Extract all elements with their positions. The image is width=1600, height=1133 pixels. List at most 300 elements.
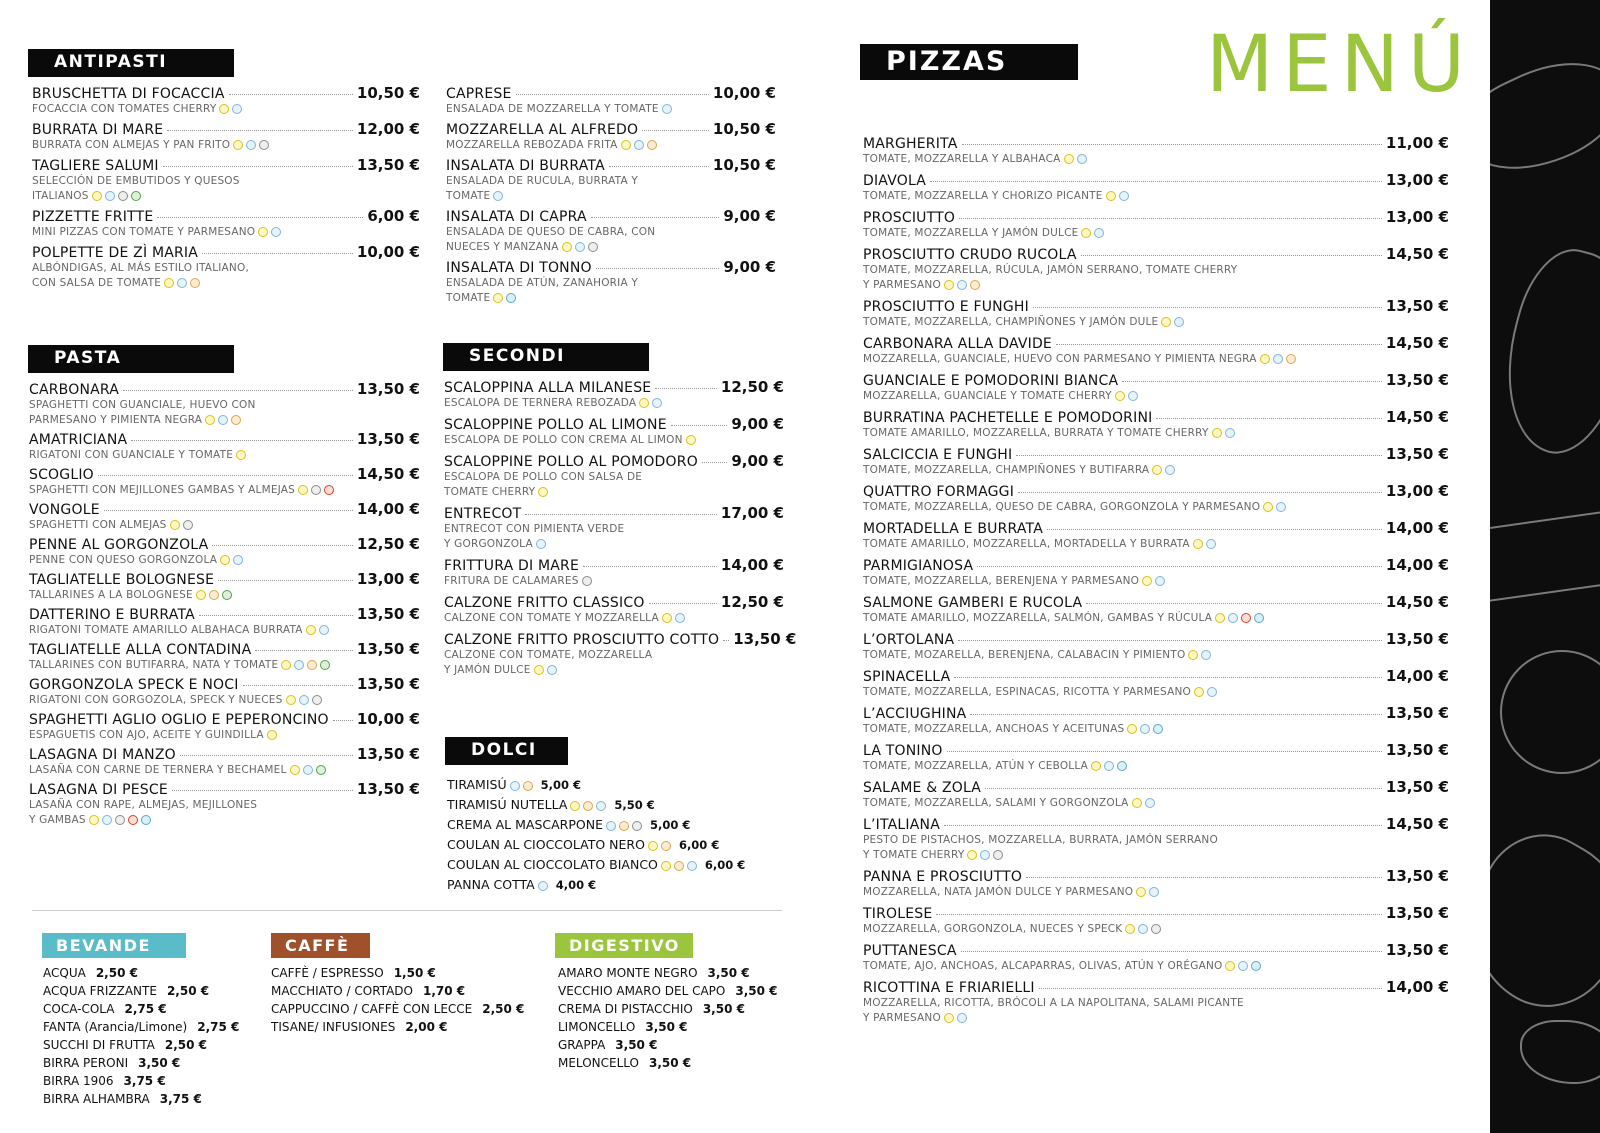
item-description	[863, 885, 1449, 900]
item-price: 13,50 €	[1385, 941, 1449, 959]
item-price: 6,00 €	[678, 838, 720, 852]
menu-item	[32, 156, 420, 204]
item-description	[863, 759, 1449, 774]
allergen-icon	[1215, 613, 1225, 623]
item-description-text: ESCALOPA DE POLLO CON CREMA AL LIMON	[444, 434, 683, 446]
item-description-text: MOZZARELLA, GUANCIALE, HUEVO CON PARMESANO Y PIMIENTA NEGRA	[863, 353, 1257, 365]
item-description-text: TALLARINES CON BUTIFARRA, NATA Y TOMATE	[29, 659, 279, 671]
menu-item	[863, 815, 1449, 863]
item-description	[29, 448, 420, 463]
leader-dots	[1018, 492, 1382, 493]
allergen-icon	[205, 415, 215, 425]
item-description-text: PENNE CON QUESO GORGONZOLA	[29, 554, 218, 566]
item-description-text: ENSALADA DE ATÚN, ZANAHORIA Y	[446, 277, 638, 289]
item-description	[29, 798, 420, 828]
item-name: AMATRICIANA	[29, 432, 128, 448]
item-description	[444, 470, 784, 500]
item-price: 3,50 €	[735, 984, 778, 998]
item-price: 14,50 €	[356, 465, 420, 483]
allergen-icon	[1152, 465, 1162, 475]
allergen-icon	[1251, 961, 1261, 971]
item-description	[863, 152, 1449, 167]
allergen-icon	[538, 487, 548, 497]
menu-item	[32, 120, 420, 153]
item-description-text: TOMATE, MOZZARELLA, QUESO DE CABRA, GORGONZOLA Y PARMESANO	[863, 501, 1261, 513]
item-description	[863, 463, 1449, 478]
item-price: 13,50 €	[356, 780, 420, 798]
item-name: QUATTRO FORMAGGI	[863, 484, 1015, 500]
item-description-text: TOMATE, MOZZARELLA, SALAMI Y GORGONZOLA	[863, 797, 1129, 809]
item-name: BIRRA PERONI	[43, 1056, 129, 1070]
allergen-icon	[1161, 317, 1171, 327]
allergen-icon	[1115, 391, 1125, 401]
bevande-list	[43, 964, 263, 1108]
allergen-icon	[128, 815, 138, 825]
item-description	[29, 728, 420, 743]
item-name: CAPRESE	[446, 86, 512, 102]
allergen-icon	[131, 191, 141, 201]
item-description-text: Y PARMESANO	[863, 279, 941, 291]
allergen-icon	[967, 850, 977, 860]
menu-item	[43, 1000, 263, 1018]
item-description-text: TOMATE, MOZZARELLA Y JAMÓN DULCE	[863, 227, 1079, 239]
item-price: 3,50 €	[702, 1002, 745, 1016]
caffe-heading: CAFFÈ	[271, 933, 370, 958]
item-price: 2,50 €	[95, 966, 138, 980]
allergen-icon	[246, 140, 256, 150]
item-name: CALZONE FRITTO CLASSICO	[444, 595, 645, 611]
item-description-text: MOZZARELLA, RICOTTA, BRÓCOLI A LA NAPOLITANA, SALAMI PICANTE	[863, 997, 1244, 1009]
item-description-text: FOCACCIA CON TOMATES CHERRY	[32, 103, 217, 115]
item-description	[29, 623, 420, 638]
item-description-text: TOMATE, MOZZARELLA, BERENJENA Y PARMESANO	[863, 575, 1140, 587]
allergen-icon	[634, 140, 644, 150]
allergen-icon	[662, 613, 672, 623]
item-name: MELONCELLO	[558, 1056, 639, 1070]
leader-dots	[525, 514, 717, 515]
allergen-icon	[177, 278, 187, 288]
item-price: 12,00 €	[356, 120, 420, 138]
menu-item	[447, 855, 787, 875]
item-name: SPINACELLA	[863, 669, 951, 685]
leader-dots	[723, 640, 729, 641]
menu-item	[444, 593, 784, 626]
item-description	[29, 763, 420, 778]
menu-item	[271, 964, 531, 982]
item-price: 14,50 €	[1385, 334, 1449, 352]
item-name: CAFFÈ / ESPRESSO	[271, 966, 384, 980]
item-name: PROSCIUTTO E FUNGHI	[863, 299, 1029, 315]
menu-item	[446, 84, 776, 117]
item-price: 13,00 €	[356, 570, 420, 588]
leader-dots	[1056, 344, 1382, 345]
menu-item	[863, 941, 1449, 974]
item-price: 5,50 €	[614, 798, 655, 812]
allergen-icon	[164, 278, 174, 288]
menu-item	[444, 452, 784, 500]
allergen-icon	[648, 841, 658, 851]
allergen-icon	[1241, 613, 1251, 623]
item-name: SCOGLIO	[29, 467, 94, 483]
menu-item	[29, 570, 420, 603]
allergen-icon	[619, 821, 629, 831]
allergen-icon	[233, 140, 243, 150]
item-name: PROSCIUTTO	[863, 210, 956, 226]
allergen-icon	[661, 841, 671, 851]
item-price: 13,50 €	[1385, 904, 1449, 922]
item-price: 2,00 €	[405, 1020, 448, 1034]
leader-dots	[157, 217, 363, 218]
item-description	[444, 648, 784, 678]
allergen-icon	[639, 398, 649, 408]
allergen-icon	[1276, 502, 1286, 512]
allergen-icon	[547, 665, 557, 675]
menu-item	[444, 630, 797, 678]
sketch-decoration	[1490, 239, 1600, 466]
item-price: 3,50 €	[707, 966, 750, 980]
menu-item	[446, 156, 776, 204]
allergen-icon	[1212, 428, 1222, 438]
item-description-text: ESCALOPA DE POLLO CON SALSA DE	[444, 471, 643, 483]
menu-item	[29, 780, 420, 828]
allergen-icon	[298, 485, 308, 495]
allergen-icon	[1081, 228, 1091, 238]
menu-item	[444, 504, 784, 552]
item-description-text: Y GORGONZOLA	[444, 538, 533, 550]
allergen-icon	[141, 815, 151, 825]
item-name: DATTERINO E BURRATA	[29, 607, 195, 623]
item-description	[29, 693, 420, 708]
allergen-icon	[307, 660, 317, 670]
item-name: TAGLIERE SALUMI	[32, 158, 159, 174]
item-description-text: CALZONE CON TOMATE, MOZZARELLA	[444, 649, 653, 661]
item-name: FRITTURA DI MARE	[444, 558, 579, 574]
pizzas-heading: PIZZAS	[860, 44, 1078, 80]
leader-dots	[218, 580, 353, 581]
leader-dots	[167, 130, 353, 131]
item-description-text: TOMATE, MOZARELLA, BERENJENA, CALABACIN Y PIMIENTO	[863, 649, 1186, 661]
decorative-sketch-panel	[1490, 0, 1600, 1133]
item-price: 3,75 €	[159, 1092, 202, 1106]
allergen-icon	[1077, 154, 1087, 164]
antipasti-right-list	[446, 84, 776, 309]
item-description-text: LASAÑA CON RAPE, ALMEJAS, MEJILLONES	[29, 799, 258, 811]
allergen-icon	[183, 520, 193, 530]
menu-item	[447, 875, 787, 895]
menu-item	[446, 120, 776, 153]
item-description-text: CON SALSA DE TOMATE	[32, 277, 162, 289]
item-name: L’ACCIUGHINA	[863, 706, 967, 722]
allergen-icon	[523, 781, 533, 791]
menu-item	[43, 964, 263, 982]
allergen-icon	[1155, 576, 1165, 586]
menu-item	[863, 519, 1449, 552]
leader-dots	[959, 218, 1382, 219]
allergen-icon	[1091, 761, 1101, 771]
leader-dots	[1081, 255, 1382, 256]
menu-item	[444, 556, 784, 589]
item-description	[863, 574, 1449, 589]
menu-item	[43, 1072, 263, 1090]
allergen-icon	[324, 485, 334, 495]
item-description-text: TOMATE, MOZZARELLA, ESPINACAS, RICOTTA Y PARMESANO	[863, 686, 1191, 698]
allergen-icon	[1194, 687, 1204, 697]
item-price: 13,50 €	[356, 640, 420, 658]
item-description-text: ESPAGUETIS CON AJO, ACEITE Y GUINDILLA	[29, 729, 264, 741]
allergen-icon	[1127, 724, 1137, 734]
item-price: 9,00 €	[723, 258, 776, 276]
item-price: 13,50 €	[1385, 867, 1449, 885]
allergen-icon	[306, 625, 316, 635]
leader-dots	[985, 788, 1382, 789]
menu-item	[29, 465, 420, 498]
caffe-list	[271, 964, 531, 1036]
allergen-icon	[1138, 924, 1148, 934]
item-description-text: MOZZARELLA, NATA JAMÓN DULCE Y PARMESANO	[863, 886, 1134, 898]
item-name: TAGLIATELLE ALLA CONTADINA	[29, 642, 252, 658]
item-name: LASAGNA DI PESCE	[29, 782, 168, 798]
allergen-icon	[190, 278, 200, 288]
allergen-icon	[259, 140, 269, 150]
sketch-decoration	[1490, 812, 1600, 1031]
item-description	[863, 796, 1449, 811]
leader-dots	[229, 94, 353, 95]
item-name: MOZZARELLA AL ALFREDO	[446, 122, 639, 138]
item-price: 3,50 €	[645, 1020, 688, 1034]
leader-dots	[970, 714, 1381, 715]
item-description-text: MOZZARELLA, GORGONZOLA, NUECES Y SPECK	[863, 923, 1123, 935]
allergen-icon	[290, 765, 300, 775]
item-price: 12,50 €	[720, 593, 784, 611]
allergen-icon	[196, 590, 206, 600]
menu-item	[863, 741, 1449, 774]
item-name: CREMA DI PISTACCHIO	[558, 1002, 693, 1016]
item-price: 9,00 €	[723, 207, 776, 225]
item-price: 14,50 €	[1385, 245, 1449, 263]
menu-item	[43, 1036, 263, 1054]
item-description	[863, 996, 1449, 1026]
allergen-icon	[1142, 576, 1152, 586]
item-name: L’ITALIANA	[863, 817, 940, 833]
item-description	[446, 174, 776, 204]
item-price: 14,00 €	[1385, 519, 1449, 537]
allergen-icon	[662, 104, 672, 114]
item-price: 13,50 €	[356, 745, 420, 763]
item-description	[863, 833, 1449, 863]
item-name: COULAN AL CIOCCOLATO BIANCO	[447, 857, 658, 872]
leader-dots	[172, 790, 353, 791]
item-name: CARBONARA	[29, 382, 120, 398]
leader-dots	[243, 685, 353, 686]
menu-item	[29, 710, 420, 743]
item-description-text: TOMATE, MOZZARELLA, ATÚN Y CEBOLLA	[863, 760, 1089, 772]
allergen-icon	[1207, 687, 1217, 697]
sketch-decoration	[1490, 40, 1600, 195]
item-name: SALMONE GAMBERI E RUCOLA	[863, 595, 1083, 611]
item-description-text: RIGATONI CON GORGOZOLA, SPECK Y NUECES	[29, 694, 283, 706]
item-name: ACQUA FRIZZANTE	[43, 984, 157, 998]
item-description	[32, 138, 420, 153]
item-name: TIROLESE	[863, 906, 933, 922]
leader-dots	[333, 720, 353, 721]
item-name: PUTTANESCA	[863, 943, 957, 959]
allergen-icon	[1145, 798, 1155, 808]
item-description	[863, 959, 1449, 974]
allergen-icon	[493, 293, 503, 303]
item-name: SUCCHI DI FRUTTA	[43, 1038, 155, 1052]
item-price: 9,00 €	[731, 452, 784, 470]
item-name: AMARO MONTE NEGRO	[558, 966, 698, 980]
item-name: INSALATA DI TONNO	[446, 260, 592, 276]
item-name: TAGLIATELLE BOLOGNESE	[29, 572, 215, 588]
item-price: 2,75 €	[124, 1002, 167, 1016]
item-description-text: PARMESANO Y PIMIENTA NEGRA	[29, 414, 203, 426]
item-description-text: TALLARINES A LA BOLOGNESE	[29, 589, 193, 601]
allergen-icon	[312, 695, 322, 705]
item-name: LIMONCELLO	[558, 1020, 636, 1034]
allergen-icon	[588, 242, 598, 252]
item-description-text: Y TOMATE CHERRY	[863, 849, 965, 861]
item-description-text: Y PARMESANO	[863, 1012, 941, 1024]
secondi-heading: SECONDI	[443, 343, 649, 371]
menu-item	[32, 84, 420, 117]
allergen-icon	[236, 450, 246, 460]
item-description-text: TOMATE, MOZZARELLA, CHAMPIÑONES Y BUTIFARRA	[863, 464, 1150, 476]
allergen-icon	[1153, 724, 1163, 734]
allergen-icon	[319, 625, 329, 635]
item-description	[29, 658, 420, 673]
item-description-text: MOZZARELLA, GUANCIALE Y TOMATE CHERRY	[863, 390, 1112, 402]
item-name: SALCICCIA E FUNGHI	[863, 447, 1013, 463]
item-description	[32, 174, 420, 204]
item-description	[446, 102, 776, 117]
item-price: 9,00 €	[731, 415, 784, 433]
item-price: 11,00 €	[1385, 134, 1449, 152]
leader-dots	[591, 217, 720, 218]
item-description	[444, 522, 784, 552]
item-description	[446, 138, 776, 153]
item-description-text: SELECCIÓN DE EMBUTIDOS Y QUESOS	[32, 175, 240, 187]
item-price: 13,50 €	[356, 156, 420, 174]
item-price: 5,00 €	[540, 778, 581, 792]
item-description-text: CALZONE CON TOMATE Y MOZZARELLA	[444, 612, 659, 624]
item-name: MORTADELLA E BURRATA	[863, 521, 1043, 537]
menu-item	[447, 835, 787, 855]
item-description-text: NUECES Y MANZANA	[446, 241, 559, 253]
pasta-list	[29, 380, 420, 830]
menu-item	[558, 1036, 798, 1054]
pizzas-list	[863, 134, 1449, 1030]
leader-dots	[1039, 988, 1382, 989]
allergen-icon	[534, 665, 544, 675]
item-description	[863, 189, 1449, 204]
leader-dots	[962, 144, 1382, 145]
item-name: PANNA COTTA	[447, 877, 535, 892]
allergen-icon	[686, 435, 696, 445]
menu-item	[447, 815, 787, 835]
item-name: LA TONINO	[863, 743, 943, 759]
item-description	[29, 553, 420, 568]
item-name: GRAPPA	[558, 1038, 606, 1052]
allergen-icon	[687, 861, 697, 871]
menu-item	[558, 1018, 798, 1036]
item-name: PROSCIUTTO CRUDO RUCOLA	[863, 247, 1077, 263]
menu-item	[863, 704, 1449, 737]
allergen-icon	[170, 520, 180, 530]
allergen-icon	[1104, 761, 1114, 771]
allergen-icon	[294, 660, 304, 670]
item-name: SALAME & ZOLA	[863, 780, 982, 796]
item-description-text: PESTO DE PISTACHOS, MOZZARELLA, BURRATA, JAMÓN SERRANO	[863, 834, 1218, 846]
leader-dots	[202, 253, 353, 254]
leader-dots	[977, 566, 1382, 567]
antipasti-left-list	[32, 84, 420, 294]
item-name: PENNE AL GORGONZOLA	[29, 537, 209, 553]
leader-dots	[958, 640, 1382, 641]
allergen-icon	[596, 801, 606, 811]
allergen-icon	[675, 613, 685, 623]
item-description	[446, 276, 776, 306]
allergen-icon	[286, 695, 296, 705]
allergen-icon	[1193, 539, 1203, 549]
allergen-icon	[1149, 887, 1159, 897]
leader-dots	[655, 388, 717, 389]
allergen-icon	[606, 821, 616, 831]
item-price: 14,00 €	[356, 500, 420, 518]
menu-item	[271, 1018, 531, 1036]
item-price: 10,00 €	[712, 84, 776, 102]
item-description-text: SPAGHETTI CON GUANCIALE, HUEVO CON	[29, 399, 256, 411]
allergen-icon	[1125, 924, 1135, 934]
leader-dots	[702, 462, 727, 463]
item-description	[29, 518, 420, 533]
allergen-icon	[231, 415, 241, 425]
menu-item	[863, 978, 1449, 1026]
item-description-text: RIGATONI CON GUANCIALE Y TOMATE	[29, 449, 234, 461]
item-description-text: TOMATE CHERRY	[444, 486, 536, 498]
leader-dots	[596, 268, 720, 269]
leader-dots	[255, 650, 353, 651]
item-description	[32, 225, 420, 240]
item-price: 13,50 €	[733, 630, 797, 648]
leader-dots	[609, 166, 709, 167]
allergen-icon	[220, 555, 230, 565]
menu-item	[447, 795, 787, 815]
menu-item	[29, 535, 420, 568]
leader-dots	[649, 603, 717, 604]
allergen-icon	[1064, 154, 1074, 164]
item-price: 13,00 €	[1385, 171, 1449, 189]
item-name: ACQUA	[43, 966, 86, 980]
dolci-list	[447, 775, 787, 895]
item-name: CAPPUCCINO / CAFFÈ CON LECCE	[271, 1002, 473, 1016]
allergen-icon	[957, 280, 967, 290]
item-description	[863, 537, 1449, 552]
item-price: 12,50 €	[720, 378, 784, 396]
allergen-icon	[303, 765, 313, 775]
item-price: 10,00 €	[356, 243, 420, 261]
item-price: 3,50 €	[648, 1056, 692, 1070]
menu-item	[863, 556, 1449, 589]
item-description	[863, 389, 1449, 404]
item-description-text: TOMATE AMARILLO, MOZZARELLA, SALMÓN, GAMBAS Y RÚCULA	[863, 612, 1213, 624]
leader-dots	[671, 425, 728, 426]
allergen-icon	[1273, 354, 1283, 364]
allergen-icon	[281, 660, 291, 670]
item-price: 13,00 €	[1385, 482, 1449, 500]
leader-dots	[1122, 381, 1382, 382]
item-price: 14,00 €	[1385, 667, 1449, 685]
